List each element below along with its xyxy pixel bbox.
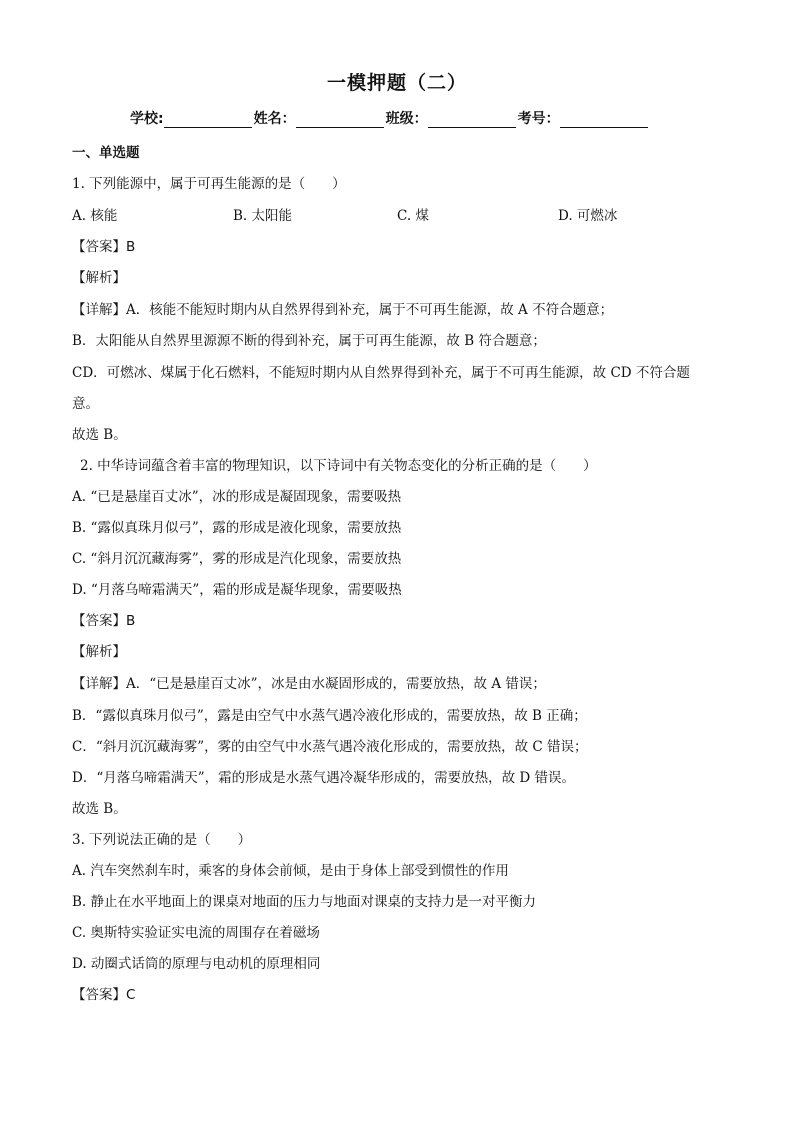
class-label: 班级： (385, 111, 428, 127)
q2-detail-3: C．“斜月沉沉藏海雾”，雾的由空气中水蒸气遇冷液化形成的，需要放热，故 C 错误； (72, 739, 588, 755)
q2-answer: 【答案】B (72, 613, 136, 629)
q1-detail-2: B．太阳能从自然界里源源不断的得到补充，属于可再生能源，故 B 符合题意； (72, 333, 546, 349)
number-blank[interactable] (560, 113, 648, 128)
q3-answer: 【答案】C (72, 987, 136, 1003)
student-info-bar (130, 108, 650, 128)
q2-analysis: 【解析】 (72, 644, 126, 660)
q2-detail-1: 【详解】A．“已是悬崖百丈冰”，冰是由水凝固形成的，需要放热，故 A 错误； (72, 676, 546, 692)
school-label: 学校: (130, 111, 164, 127)
q2-detail-2: B．“露似真珠月似弓”，露是由空气中水蒸气遇冷液化形成的，需要放热，故 B 正确； (72, 708, 587, 724)
class-blank[interactable] (428, 113, 516, 128)
q3-stem: 3. 下列说法正确的是（ ） (72, 832, 252, 848)
q1-option-c: C. 煤 (397, 208, 429, 224)
number-label: 考号： (517, 111, 560, 127)
q3-option-c: C. 奥斯特实验证实电流的周围存在着磁场 (72, 925, 320, 941)
q1-analysis: 【解析】 (72, 270, 126, 286)
q1-option-b: B. 太阳能 (233, 208, 293, 224)
q1-conclusion: 故选 B。 (72, 427, 127, 443)
name-blank[interactable] (296, 113, 384, 128)
school-blank[interactable] (164, 113, 252, 128)
q1-stem: 1. 下列能源中，属于可再生能源的是（ ） (72, 176, 346, 192)
section-heading: 一、单选题 (72, 145, 140, 161)
q2-option-a: A. “已是悬崖百丈冰”，冰的形成是凝固现象，需要吸热 (72, 489, 402, 505)
q2-option-c: C. “斜月沉沉藏海雾”，雾的形成是汽化现象，需要放热 (72, 551, 402, 567)
q2-detail-4: D．“月落乌啼霜满天”，霜的形成是水蒸气遇冷凝华形成的，需要放热，故 D 错误。 (72, 770, 576, 786)
q1-detail-1: 【详解】A．核能不能短时期内从自然界得到补充，属于不可再生能源，故 A 不符合题意； (72, 302, 614, 318)
q1-detail-3: CD．可燃冰、煤属于化石燃料，不能短时期内从自然界得到补充，属于不可再生能源，故 CD 不符合题 (72, 365, 690, 381)
page-title: 一模押题（二） (326, 72, 467, 94)
q3-option-a: A. 汽车突然刹车时，乘客的身体会前倾，是由于身体上部受到惯性的作用 (72, 863, 509, 879)
q1-option-d: D. 可燃冰 (558, 208, 618, 224)
q3-option-d: D. 动圈式话筒的原理与电动机的原理相同 (72, 956, 321, 972)
q1-option-a: A. 核能 (72, 208, 118, 224)
q1-answer: 【答案】B (72, 239, 136, 255)
q2-stem: 2. 中华诗词蕴含着丰富的物理知识，以下诗词中有关物态变化的分析正确的是（ ） (80, 458, 597, 474)
q2-conclusion: 故选 B。 (72, 801, 127, 817)
q2-option-b: B. “露似真珠月似弓”，露的形成是液化现象，需要放热 (72, 520, 402, 536)
q1-detail-4: 意。 (72, 396, 99, 412)
q3-option-b: B. 静止在水平地面上的课桌对地面的压力与地面对课桌的支持力是一对平衡力 (72, 894, 537, 910)
q2-option-d: D. “月落乌啼霜满天”，霜的形成是凝华现象，需要吸热 (72, 582, 402, 598)
name-label: 姓名： (253, 111, 296, 127)
